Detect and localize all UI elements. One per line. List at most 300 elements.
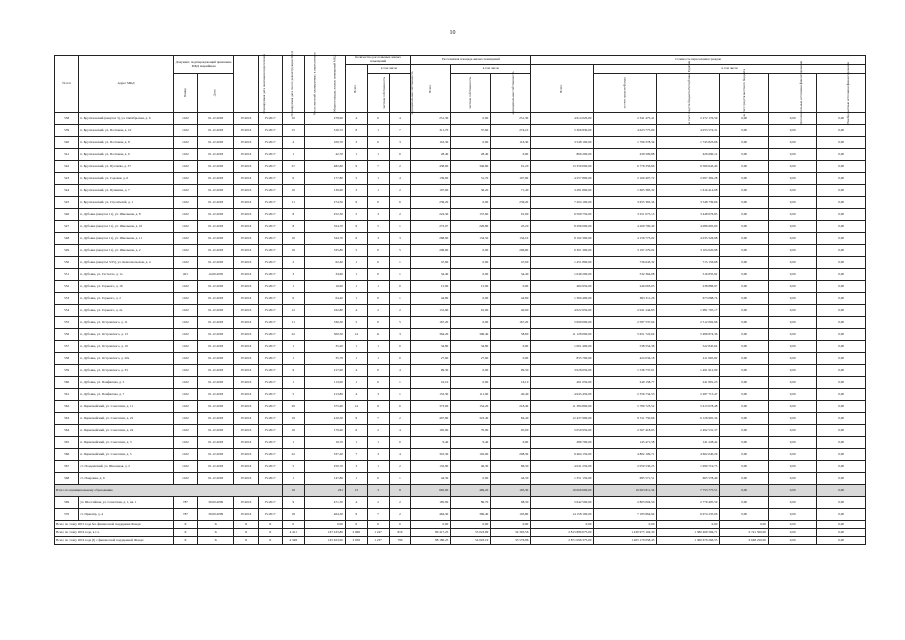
total-label: Всего по этапу 2016 года (I) с финансовой поддержкой Фонда: (55, 537, 174, 545)
row-rooms-municipal: 0 (389, 149, 411, 161)
row-cost-local: 0,00 (720, 497, 768, 509)
row-rooms-total: 7 (345, 449, 367, 461)
row-cost-extra: 0,00 (768, 413, 816, 425)
row-area-total: 167,20 (411, 317, 451, 329)
row-area-total: 132,90 (411, 461, 451, 473)
row-total-area: 162,80 (304, 305, 345, 317)
row-cost-other: 0,00 (817, 269, 866, 281)
row-cost-extra: 0,00 (768, 341, 816, 353)
row-cost-local: 0,00 (720, 245, 768, 257)
row-rooms-total: 1 (345, 281, 367, 293)
header-cost-group: Стоимость переселения граждан (531, 56, 866, 65)
row-planned-demolition: IV.2017 (258, 329, 282, 341)
row-no: 557 (55, 341, 79, 353)
row-total-area: 337,20 (304, 449, 345, 461)
row-planned-demolition: IV.2017 (258, 233, 282, 245)
row-address: п. Брусиловский, ул. Почтовая, д. 6 (79, 149, 174, 161)
row-cost-other: 0,00 (817, 389, 866, 401)
row-area-municipal: 134,10 (491, 233, 531, 245)
row-cost-region: 665 578,49 (657, 473, 720, 485)
total-cost-fund: 1 405 170 058,45 (594, 537, 657, 545)
row-area-total: 28,40 (411, 149, 451, 161)
total-rooms-municipal: 799 (389, 537, 411, 545)
row-cost-region: 1 745 823,66 (657, 137, 720, 149)
row-cost-local: 0,00 (720, 125, 768, 137)
row-cost-extra: 0,00 (768, 365, 816, 377)
row-cost-extra: 0,00 (768, 197, 816, 209)
total-rooms-municipal: 819 (389, 529, 411, 537)
total-cost-total: 2 871 096 375,00 (531, 537, 594, 545)
row-doc-number: 1162 (173, 257, 197, 269)
row-cost-local: 0,00 (720, 113, 768, 125)
row-doc-date: 01.12.2003 (198, 185, 234, 197)
table-row (55, 473, 866, 485)
row-area-municipal: 103,80 (491, 509, 531, 521)
row-cost-fund: 4 156 773,02 (594, 233, 657, 245)
row-planned-demolition: IV.2017 (258, 377, 282, 389)
row-cost-total: 8 192 300,00 (531, 233, 594, 245)
row-cost-local: 0,00 (720, 461, 768, 473)
subtotal-cost-extra: 0,00 (768, 485, 816, 497)
row-cost-extra: 0,00 (768, 245, 816, 257)
row-planned-date: IV.2016 (234, 173, 258, 185)
row-address: п. Дубовка, ул. Гастелло, д. 1а (79, 269, 174, 281)
row-rooms-private: 0 (367, 137, 389, 149)
row-area-private: 0,00 (451, 269, 491, 281)
header-address: Адрес МКД (79, 56, 174, 113)
row-rooms-total: 6 (345, 197, 367, 209)
row-rooms-private: 0 (367, 269, 389, 281)
row-area-private: 306,40 (451, 329, 491, 341)
row-planned-date: IV.2016 (234, 317, 258, 329)
row-no: 545 (55, 197, 79, 209)
row-total-area: 62,40 (304, 257, 345, 269)
row-residents: 22 (282, 449, 304, 461)
header-area-group: Расселяемая площадь жилых помещений (411, 56, 531, 65)
row-doc-number: 1162 (173, 125, 197, 137)
total-cost-other: 0,00 (817, 529, 866, 537)
row-cost-fund: 2 041 244,83 (594, 305, 657, 317)
table-body (55, 113, 866, 545)
row-doc-number: 1162 (173, 317, 197, 329)
row-cost-total: 1 451 800,00 (531, 257, 594, 269)
row-rooms-private: 1 (367, 173, 389, 185)
row-doc-number: 787 (173, 497, 197, 509)
row-address: п. Первомайский, ул. Советская, д. 3 (79, 437, 174, 449)
row-no: 561 (55, 389, 79, 401)
table-row (55, 125, 866, 137)
row-area-municipal: 251,30 (491, 113, 531, 125)
row-cost-total: 5 366 830,00 (531, 125, 594, 137)
row-cost-total: 11 384 800,00 (531, 401, 594, 413)
row-no: 558 (55, 353, 79, 365)
row-planned-demolition: IV.2017 (258, 149, 282, 161)
row-doc-number: 1162 (173, 197, 197, 209)
row-rooms-municipal: 4 (389, 113, 411, 125)
row-no: 554 (55, 305, 79, 317)
row-rooms-municipal: 2 (389, 305, 411, 317)
row-cost-total: 286 700,00 (531, 437, 594, 449)
row-cost-total: 9 464 150,00 (531, 449, 594, 461)
row-rooms-private: 7 (367, 413, 389, 425)
row-cost-fund: 532 364,08 (594, 269, 657, 281)
table-row (55, 221, 866, 233)
row-total-area: 278,00 (304, 113, 345, 125)
total-cost-region: 1 360 679 266,55 (657, 537, 720, 545)
row-planned-date: IV.2016 (234, 365, 258, 377)
row-no: 543 (55, 173, 79, 185)
total-x-mark: X (258, 529, 282, 537)
subtotal-area: 261 (304, 485, 345, 497)
row-doc-date: 01.12.2003 (198, 449, 234, 461)
row-total-area: 139,60 (304, 185, 345, 197)
row-cost-region: 4 086 695,60 (657, 221, 720, 233)
table-row (55, 341, 866, 353)
row-cost-local: 0,00 (720, 401, 768, 413)
row-no: 569 (55, 497, 79, 509)
row-residents: 1 (282, 377, 304, 389)
row-planned-demolition: IV.2017 (258, 317, 282, 329)
row-rooms-total: 1 (345, 293, 367, 305)
row-address: п. Дубовка, ул. Островского, д. 19 (79, 341, 174, 353)
row-cost-fund: 2 050 530,25 (594, 461, 657, 473)
row-area-private: 28,40 (451, 149, 491, 161)
row-area-total: 44,30 (411, 473, 451, 485)
row-doc-date: 01.12.2003 (198, 425, 234, 437)
header-no: № п/п (55, 56, 79, 113)
table-row (55, 173, 866, 185)
row-area-total: 16,10 (411, 377, 451, 389)
row-address: п. Дубовка, ул. Горького, д. 2а (79, 305, 174, 317)
resettlement-table (54, 51, 866, 545)
header-rooms-group: Количество расселяемых жилых помещений (345, 56, 410, 65)
row-cost-region: 1 616 414,68 (657, 185, 720, 197)
row-area-municipal: 58,80 (491, 329, 531, 341)
row-doc-number: 1162 (173, 161, 197, 173)
row-doc-date: 01.12.2003 (198, 197, 234, 209)
row-residents: 15 (282, 125, 304, 137)
header-total-area: Общая площадь жилых помещений МКД (304, 56, 345, 113)
row-area-private: 27,60 (451, 353, 491, 365)
row-no: 560 (55, 377, 79, 389)
row-rooms-municipal: 6 (389, 401, 411, 413)
row-doc-number: 1162 (173, 413, 197, 425)
row-doc-number: 1162 (173, 209, 197, 221)
total-x-mark: X (173, 537, 197, 545)
row-no: 567 (55, 461, 79, 473)
total-x-mark: X (234, 529, 258, 537)
row-rooms-total: 5 (345, 209, 367, 221)
row-cost-other: 0,00 (817, 161, 866, 173)
row-area-private: 0,00 (451, 377, 491, 389)
row-planned-date: IV.2016 (234, 281, 258, 293)
row-planned-demolition: IV.2017 (258, 509, 282, 521)
total-cost-local: 6 648 250,00 (720, 537, 768, 545)
row-residents: 12 (282, 305, 304, 317)
row-cost-total: 5 059 950,00 (531, 425, 594, 437)
row-address: п. Дубовка, ул. Панфилова, д. 7 (79, 389, 174, 401)
row-cost-total: 3 028 650,00 (531, 365, 594, 377)
row-address: п. Дубовка (квартал 5/25), ул. Комсомольская, д. 4 (79, 257, 174, 269)
row-planned-date: IV.2016 (234, 245, 258, 257)
total-cost-region: 0,00 (657, 521, 720, 529)
row-rooms-municipal: 3 (389, 329, 411, 341)
table-row (55, 377, 866, 389)
total-rooms-total: 2 036 (345, 537, 367, 545)
row-doc-number: 1162 (173, 305, 197, 317)
row-rooms-municipal: 4 (389, 173, 411, 185)
row-planned-demolition: IV.2017 (258, 413, 282, 425)
subtotal-rooms-private: 3 (367, 485, 389, 497)
row-planned-demolition: IV.2017 (258, 437, 282, 449)
row-doc-date: 01.12.2003 (198, 149, 234, 161)
row-rooms-private: 0 (367, 377, 389, 389)
row-area-private: 137,60 (451, 209, 491, 221)
total-area-private: 54 603,19 (451, 537, 491, 545)
row-doc-date: 01.12.2003 (198, 293, 234, 305)
row-rooms-total: 3 (345, 185, 367, 197)
row-area-private: 91,00 (451, 305, 491, 317)
row-residents: 5 (282, 389, 304, 401)
row-doc-date: 01.12.2003 (198, 257, 234, 269)
row-planned-date: IV.2016 (234, 233, 258, 245)
header-rooms-incl: в том числе (367, 65, 411, 74)
row-address: п. Брусиловский, ул. Садовая, д. 6 (79, 173, 174, 185)
row-rooms-municipal: 1 (389, 221, 411, 233)
row-planned-date: IV.2016 (234, 125, 258, 137)
row-area-private: 369,40 (451, 509, 491, 521)
row-planned-demolition: IV.2017 (258, 389, 282, 401)
total-area-private: 0,00 (451, 521, 491, 529)
header-area-total: Всего (411, 65, 451, 113)
row-planned-demolition: IV.2017 (258, 137, 282, 149)
row-cost-region: 6 580 643,40 (657, 161, 720, 173)
row-area-total: 27,60 (411, 353, 451, 365)
total-cost-fund: 0,00 (594, 521, 657, 529)
row-total-area: 500,50 (304, 329, 345, 341)
total-rooms-private: 1 237 (367, 537, 389, 545)
row-doc-number: 787 (173, 509, 197, 521)
header-cost-total: Всего (531, 65, 594, 113)
row-area-total: 364,20 (411, 329, 451, 341)
row-total-area: 113,00 (304, 377, 345, 389)
row-residents: 11 (282, 197, 304, 209)
row-area-private: 0,00 (451, 245, 491, 257)
table-row (55, 197, 866, 209)
row-total-area: 344,70 (304, 233, 345, 245)
row-cost-extra: 0,00 (768, 233, 816, 245)
row-planned-demolition: IV.2017 (258, 113, 282, 125)
header-document: Документ, подтверждающий признание МКД аварийным (173, 56, 234, 74)
row-cost-local: 0,00 (720, 329, 768, 341)
row-doc-number: 1162 (173, 221, 197, 233)
row-cost-region: 6 126 905,34 (657, 413, 720, 425)
row-planned-date: IV.2016 (234, 413, 258, 425)
row-area-total: 185,00 (411, 497, 451, 509)
table-row (55, 329, 866, 341)
row-area-total: 224,30 (411, 209, 451, 221)
row-residents: 16 (282, 245, 304, 257)
row-cost-region: 516 835,92 (657, 269, 720, 281)
row-doc-number: 1162 (173, 245, 197, 257)
row-planned-demolition: IV.2017 (258, 257, 282, 269)
row-total-area: 252,30 (304, 209, 345, 221)
row-cost-extra: 0,00 (768, 377, 816, 389)
row-residents: 6 (282, 293, 304, 305)
row-doc-number: 1162 (173, 389, 197, 401)
total-x-mark: X (234, 537, 258, 545)
row-area-private: 154,20 (451, 401, 491, 413)
row-doc-date: 01.12.2003 (198, 281, 234, 293)
header-area-municipal: муниципальная собственность (491, 74, 531, 113)
table-row (55, 245, 866, 257)
row-cost-extra: 0,00 (768, 137, 816, 149)
row-planned-demolition: IV.2017 (258, 125, 282, 137)
header-cost-other: Внебюджетные источники финансирования (817, 74, 866, 113)
row-no: 541 (55, 149, 79, 161)
row-cost-fund: 4 209 700,40 (594, 221, 657, 233)
row-cost-extra: 0,00 (768, 257, 816, 269)
row-residents: 1 (282, 473, 304, 485)
header-cost-fund: за счет средств Фонда (594, 74, 657, 113)
row-doc-number: 1162 (173, 449, 197, 461)
row-no: 556 (55, 329, 79, 341)
row-cost-other: 0,00 (817, 329, 866, 341)
row-rooms-total: 4 (345, 365, 367, 377)
row-cost-fund: 538 554,36 (594, 341, 657, 353)
row-cost-extra: 0,00 (768, 473, 816, 485)
row-residents: 10 (282, 113, 304, 125)
total-row (55, 521, 866, 529)
row-cost-region: 4 662 040,29 (657, 449, 720, 461)
row-cost-total: 835 700,00 (531, 353, 594, 365)
row-doc-date: 01.12.2003 (198, 401, 234, 413)
total-area-total: 0,00 (411, 521, 451, 529)
row-rooms-municipal: 0 (389, 341, 411, 353)
row-planned-date: IV.2016 (234, 221, 258, 233)
row-area-private: 0,00 (451, 257, 491, 269)
row-rooms-total: 1 (345, 269, 367, 281)
row-total-area: 109,70 (304, 137, 345, 149)
row-total-area: 16,00 (304, 281, 345, 293)
row-area-municipal: 40,40 (491, 389, 531, 401)
row-planned-date: IV.2016 (234, 341, 258, 353)
total-cost-region: 1 380 469 584,71 (657, 529, 720, 537)
row-total-area: 482,60 (304, 161, 345, 173)
row-cost-local: 0,00 (720, 353, 768, 365)
row-doc-date: 01.12.2003 (198, 329, 234, 341)
row-cost-total: 484 950,00 (531, 281, 594, 293)
row-residents: 5 (282, 461, 304, 473)
row-doc-date: 30.09.2009 (198, 509, 234, 521)
row-rooms-municipal: 0 (389, 281, 411, 293)
row-area-total: 34,40 (411, 269, 451, 281)
row-residents: 8 (282, 221, 304, 233)
row-cost-fund: 5 780 723,52 (594, 401, 657, 413)
row-rooms-private: 0 (367, 113, 389, 125)
row-residents: 8 (282, 209, 304, 221)
row-cost-local: 0,00 (720, 221, 768, 233)
row-doc-number: 1162 (173, 425, 197, 437)
row-area-total: 139,60 (411, 173, 451, 185)
row-area-private: 37,60 (451, 125, 491, 137)
row-rooms-total: 1 (345, 437, 367, 449)
row-cost-other: 0,00 (817, 197, 866, 209)
row-area-private: 134,50 (451, 233, 491, 245)
row-area-private: 36,20 (451, 185, 491, 197)
row-cost-total: 866 200,00 (531, 149, 594, 161)
row-cost-extra: 0,00 (768, 329, 816, 341)
row-rooms-municipal: 2 (389, 185, 411, 197)
row-cost-extra: 0,00 (768, 125, 816, 137)
row-total-area: 213,80 (304, 389, 345, 401)
row-doc-date: 01.12.2003 (198, 377, 234, 389)
subtotal-cost-region: 7 753 775,51 (657, 485, 720, 497)
subtotal-cost-local: 0,00 (720, 485, 768, 497)
row-planned-date: IV.2016 (234, 473, 258, 485)
row-rooms-municipal: 5 (389, 317, 411, 329)
row-cost-fund: 3 197 279,02 (594, 245, 657, 257)
table-row (55, 497, 866, 509)
row-rooms-total: 4 (345, 305, 367, 317)
row-rooms-private: 1 (367, 341, 389, 353)
row-planned-date: IV.2016 (234, 269, 258, 281)
row-no: 548 (55, 233, 79, 245)
row-residents: 3 (282, 269, 304, 281)
subtotal-area-private: 469,20 (451, 485, 491, 497)
row-cost-region: 3 548 739,66 (657, 197, 720, 209)
row-address: п. Дубовка, ул. Островского, д. 20а (79, 353, 174, 365)
row-rooms-total: 4 (345, 389, 367, 401)
row-rooms-total: 5 (345, 317, 367, 329)
row-address: п. Дубовка, ул. Горького, д. 16 (79, 281, 174, 293)
row-cost-local: 0,00 (720, 149, 768, 161)
row-cost-other: 0,00 (817, 365, 866, 377)
row-area-total: 272,07 (411, 221, 451, 233)
subtotal-cost-other: 0,00 (817, 485, 866, 497)
row-cost-total: 491 050,00 (531, 377, 594, 389)
row-planned-date: IV.2016 (234, 425, 258, 437)
row-cost-local: 0,00 (720, 293, 768, 305)
row-rooms-total: 6 (345, 425, 367, 437)
subtotal-area-municipal: 195,30 (491, 485, 531, 497)
row-planned-demolition: IV.2017 (258, 401, 282, 413)
row-cost-region: 1 981 705,17 (657, 305, 720, 317)
row-rooms-total: 6 (345, 221, 367, 233)
row-no: 544 (55, 185, 79, 197)
total-rooms-private: 1 247 (367, 529, 389, 537)
row-cost-region: 426 690,12 (657, 149, 720, 161)
row-area-private: 102,00 (451, 449, 491, 461)
row-area-total: 34,80 (411, 341, 451, 353)
row-area-municipal: 0,00 (491, 353, 531, 365)
row-cost-total: 3 548 100,00 (531, 137, 594, 149)
row-residents: 27 (282, 161, 304, 173)
row-area-municipal: 208,30 (491, 449, 531, 461)
row-no: 538 (55, 113, 79, 125)
subtotal-cost-total: 19 006 600,00 (531, 485, 594, 497)
row-cost-fund: 4 023 775,69 (594, 125, 657, 137)
row-area-total: 107,60 (411, 185, 451, 197)
row-rooms-private: 2 (367, 425, 389, 437)
row-area-total: 47,60 (411, 257, 451, 269)
subtotal-area-total: 665,00 (411, 485, 451, 497)
row-area-total: 251,30 (411, 113, 451, 125)
total-cost-other: 0,00 (817, 537, 866, 545)
row-total-area: 416,30 (304, 413, 345, 425)
row-doc-date: 01.12.2003 (198, 341, 234, 353)
row-cost-fund: 7 183 864,94 (594, 509, 657, 521)
